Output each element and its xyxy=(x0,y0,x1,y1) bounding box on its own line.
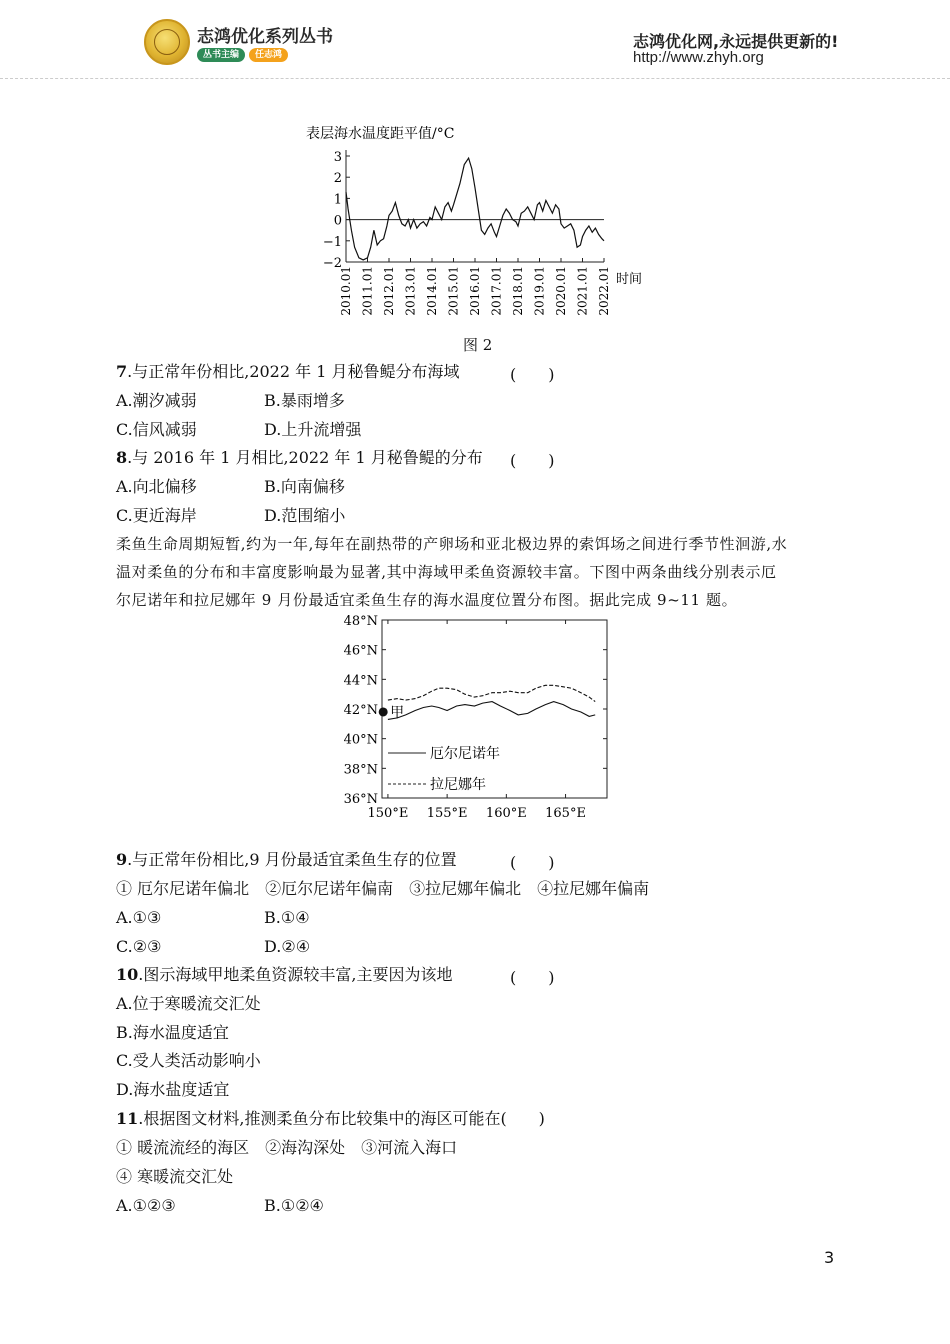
option-8a: A.向北偏移 xyxy=(116,477,197,496)
passage-line-3: 尔尼诺年和拉尼娜年 9 月份最适宜柔鱼生存的海水温度位置分布图。据此完成 9~11 题。 xyxy=(116,591,738,609)
question-stem: .图示海域甲地柔鱼资源较丰富,主要因为该地 xyxy=(138,965,453,984)
figure-3-ytick-label: 48°N xyxy=(343,614,378,629)
figure-3-xtick-label: 150°E xyxy=(367,806,409,821)
figure-2-xlabel: 时间 xyxy=(616,272,643,287)
passage-line-1: 柔鱼生命周期短暂,约为一年,每年在副热带的产卵场和亚北极边界的索饵场之间进行季节性洄游,水 xyxy=(116,535,788,553)
option-7a: A.潮汐减弱 xyxy=(116,391,197,410)
option-10d: D.海水盐度适宜 xyxy=(116,1080,230,1099)
figure-2-xtick-label: 2011.01 xyxy=(360,266,375,316)
site-slogan: 志鸿优化网,永远提供更新的! xyxy=(633,32,839,51)
question-stem: .与正常年份相比,2022 年 1 月秘鲁鳀分布海域 xyxy=(127,362,460,381)
figure-3-ytick-label: 44°N xyxy=(343,673,378,689)
legend-el-nino: 厄尔尼诺年 xyxy=(430,746,500,762)
figure-2-ytick-label: −2 xyxy=(322,256,342,271)
option-10a: A.位于寒暖流交汇处 xyxy=(116,994,261,1013)
figure-3-xtick-label: 160°E xyxy=(485,806,527,821)
option-7b: B.暴雨增多 xyxy=(264,391,345,410)
passage-line-2: 温对柔鱼的分布和丰富度影响最为显著,其中海域甲柔鱼资源较丰富。下图中两条曲线分别表示厄 xyxy=(116,563,777,581)
answer-paren[interactable]: ( ) xyxy=(510,365,555,384)
figure-3-chart xyxy=(330,612,620,826)
figure-2-xtick-label: 2015.01 xyxy=(446,266,461,316)
question-10 xyxy=(116,965,452,985)
question-stem: .根据图文材料,推测柔鱼分布比较集中的海区可能在( ) xyxy=(138,1109,545,1128)
question-stem: .与正常年份相比,9 月份最适宜柔鱼生存的位置 xyxy=(127,850,457,869)
figure-2-ytick-label: −1 xyxy=(322,234,342,250)
editor-label-badge: 丛书主编 xyxy=(197,48,245,62)
editor-name-badge: 任志鸿 xyxy=(249,48,288,62)
question-9 xyxy=(116,850,457,870)
option-9d: D.②④ xyxy=(264,937,311,956)
figure-3-ytick-label: 40°N xyxy=(343,732,378,748)
option-11a: A.①②③ xyxy=(116,1196,176,1215)
site-url[interactable]: http://www.zhyh.org xyxy=(633,49,764,66)
series-title: 志鸿优化系列丛书 xyxy=(197,27,333,47)
question-number: 10 xyxy=(116,965,139,984)
option-7c: C.信风减弱 xyxy=(116,420,197,439)
figure-2-xtick-label: 2022.01 xyxy=(597,266,611,316)
point-jia-label: 甲 xyxy=(390,704,405,721)
statements-11-a: ① 暖流流经的海区 ②海沟深处 ③河流入海口 xyxy=(116,1138,458,1157)
question-8 xyxy=(116,448,483,468)
question-number: 8 xyxy=(116,448,128,467)
figure-2-xtick-label: 2018.01 xyxy=(511,266,525,316)
figure-2-xtick-label: 2010.01 xyxy=(339,266,353,316)
answer-paren[interactable]: ( ) xyxy=(510,451,555,470)
figure-2-title: 表层海水温度距平值/°C xyxy=(306,126,455,142)
option-10c: C.受人类活动影响小 xyxy=(116,1051,261,1070)
figure-3-xtick-label: 155°E xyxy=(426,806,468,821)
option-7d: D.上升流增强 xyxy=(264,420,362,439)
figure-3-ytick-label: 46°N xyxy=(343,643,378,659)
statements-11-b: ④ 寒暖流交汇处 xyxy=(116,1167,234,1186)
figure-2-xtick-label: 2014.01 xyxy=(425,266,439,316)
figure-2-xtick-label: 2021.01 xyxy=(575,266,590,316)
figure-2-xtick-label: 2019.01 xyxy=(532,266,547,316)
question-number: 9 xyxy=(116,850,128,869)
figure-2-ytick-label: 0 xyxy=(333,213,342,229)
question-11 xyxy=(116,1109,545,1129)
option-9a: A.①③ xyxy=(116,908,162,927)
option-9b: B.①④ xyxy=(264,908,310,927)
option-8c: C.更近海岸 xyxy=(116,506,197,525)
figure-2-xtick-label: 2017.01 xyxy=(489,266,504,316)
figure-2-ytick-label: 1 xyxy=(333,192,342,208)
question-7 xyxy=(116,362,459,382)
page-number: 3 xyxy=(824,1248,835,1267)
statements-9: ① 厄尔尼诺年偏北 ②厄尔尼诺年偏南 ③拉尼娜年偏北 ④拉尼娜年偏南 xyxy=(116,879,650,898)
figure-2-caption: 图 2 xyxy=(463,336,493,354)
el-nino-curve xyxy=(388,702,595,720)
option-9c: C.②③ xyxy=(116,937,162,956)
la-nina-curve xyxy=(388,685,595,701)
answer-paren[interactable]: ( ) xyxy=(510,968,555,987)
figure-2-ytick-label: 2 xyxy=(333,171,342,187)
option-11b: B.①②④ xyxy=(264,1196,324,1215)
figure-2-xtick-label: 2013.01 xyxy=(403,266,418,316)
answer-paren[interactable]: ( ) xyxy=(510,853,555,872)
option-8d: D.范围缩小 xyxy=(264,506,346,525)
figure-2-xtick-label: 2012.01 xyxy=(382,266,396,316)
figure-2-chart xyxy=(300,120,660,330)
point-jia-marker xyxy=(379,707,388,716)
figure-3-ytick-label: 38°N xyxy=(343,762,378,778)
question-stem: .与 2016 年 1 月相比,2022 年 1 月秘鲁鳀的分布 xyxy=(127,448,483,467)
question-number: 7 xyxy=(116,362,128,381)
figure-3-ytick-label: 36°N xyxy=(343,792,378,807)
header-divider xyxy=(0,78,950,79)
question-number: 11 xyxy=(116,1109,139,1128)
figure-2-xtick-label: 2016.01 xyxy=(468,266,482,316)
option-10b: B.海水温度适宜 xyxy=(116,1023,229,1042)
figure-3-ytick-label: 42°N xyxy=(343,703,378,718)
figure-2-series-line xyxy=(346,158,604,260)
figure-2-ytick-label: 3 xyxy=(333,150,342,165)
figure-3-xtick-label: 165°E xyxy=(545,806,586,821)
figure-2-xtick-label: 2020.01 xyxy=(554,266,568,316)
publisher-logo xyxy=(144,19,190,65)
legend-la-nina: 拉尼娜年 xyxy=(430,777,486,793)
option-8b: B.向南偏移 xyxy=(264,477,345,496)
